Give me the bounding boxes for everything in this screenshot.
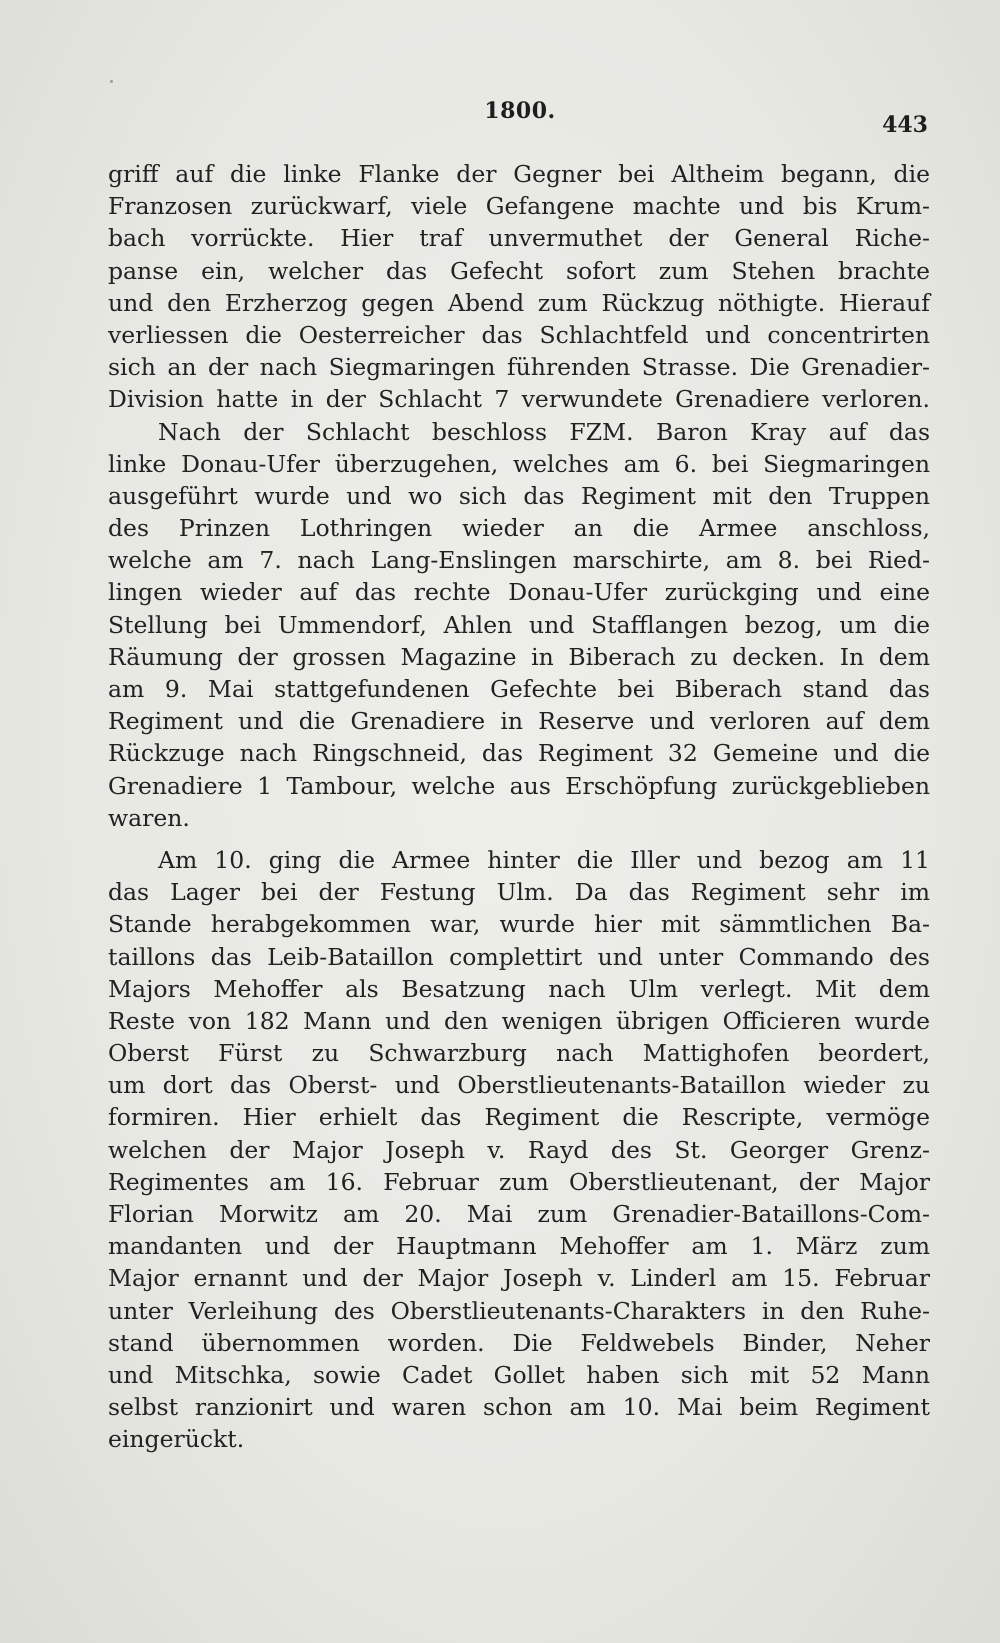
text-line: des Prinzen Lothringen wieder an die Armee anschloss,	[108, 514, 930, 543]
paragraph-1	[108, 158, 930, 416]
text-line: Franzosen zurückwarf, viele Gefangene machte und bis Krum-	[108, 192, 930, 221]
text-line: welchen der Major Joseph v. Rayd des St. Georger Grenz-	[108, 1135, 930, 1164]
text-line: Reste von 182 Mann und den wenigen übrigen Officieren wurde	[108, 1006, 930, 1035]
text-line: mandanten und der Hauptmann Mehoffer am 1. März zum	[108, 1232, 930, 1261]
body-text	[108, 158, 930, 1456]
text-line: verliessen die Oesterreicher das Schlachtfeld und concentrirten	[108, 320, 930, 349]
text-line: Division hatte in der Schlacht 7 verwundete Grenadiere verloren.	[108, 385, 930, 414]
text-line: griff auf die linke Flanke der Gegner bei Altheim begann, die	[108, 160, 930, 188]
text-line: Regimentes am 16. Februar zum Oberstlieutenant, der Major	[108, 1167, 930, 1196]
text-line: Rückzuge nach Ringschneid, das Regiment 32 Gemeine und die	[108, 739, 930, 768]
text-line: Nach der Schlacht beschloss FZM. Baron Kray auf das	[158, 417, 930, 446]
text-line: Oberst Fürst zu Schwarzburg nach Mattighofen beordert,	[108, 1039, 930, 1068]
text-line: Räumung der grossen Magazine in Biberach zu decken. In dem	[108, 642, 930, 671]
text-line: Majors Mehoffer als Besatzung nach Ulm verlegt. Mit dem	[108, 974, 930, 1003]
text-line: sich an der nach Siegmaringen führenden Strasse. Die Grenadier-	[108, 353, 930, 382]
paragraph-2	[108, 416, 930, 834]
paragraph-gap	[108, 834, 930, 844]
page-number: 443	[882, 112, 928, 138]
text-line: um dort das Oberst- und Oberstlieutenants-Bataillon wieder zu	[108, 1071, 930, 1100]
text-line: waren.	[108, 803, 190, 832]
text-line: Grenadiere 1 Tambour, welche aus Erschöpfung zurückgeblieben	[108, 771, 930, 800]
text-line: Regiment und die Grenadiere in Reserve und verloren auf dem	[108, 707, 930, 736]
text-line: formiren. Hier erhielt das Regiment die Rescripte, vermöge	[108, 1103, 930, 1132]
running-header	[112, 98, 928, 138]
text-line: ausgeführt wurde und wo sich das Regiment mit den Truppen	[108, 481, 930, 510]
text-line: und den Erzherzog gegen Abend zum Rückzug nöthigte. Hierauf	[108, 288, 930, 317]
text-line: lingen wieder auf das rechte Donau-Ufer zurückging und eine	[108, 578, 930, 607]
text-line: welche am 7. nach Lang-Enslingen marschirte, am 8. bei Ried-	[108, 546, 930, 575]
paragraph-3	[108, 844, 930, 1456]
text-line: am 9. Mai stattgefundenen Gefechte bei Biberach stand das	[108, 675, 930, 703]
text-line: das Lager bei der Festung Ulm. Da das Regiment sehr im	[108, 878, 930, 907]
text-line: Major ernannt und der Major Joseph v. Linderl am 15. Februar	[108, 1264, 930, 1293]
text-line: linke Donau-Ufer überzugehen, welches am 6. bei Siegmaringen	[108, 449, 930, 478]
text-line: panse ein, welcher das Gefecht sofort zum Stehen brachte	[108, 256, 930, 285]
text-line: stand übernommen worden. Die Feldwebels Binder, Neher	[108, 1328, 930, 1357]
text-line: und Mitschka, sowie Cadet Gollet haben sich mit 52 Mann	[108, 1360, 930, 1389]
text-line: Am 10. ging die Armee hinter die Iller und bezog am 11	[158, 845, 930, 874]
text-line: bach vorrückte. Hier traf unvermuthet der General Riche-	[108, 224, 930, 253]
text-line: taillons das Leib-Bataillon complettirt und unter Commando des	[108, 942, 930, 971]
text-line: Stellung bei Ummendorf, Ahlen und Stafflangen bezog, um die	[108, 610, 930, 639]
text-line: Florian Morwitz am 20. Mai zum Grenadier-Bataillons-Com-	[108, 1200, 930, 1228]
text-line: eingerückt.	[108, 1425, 245, 1454]
paper-speck	[110, 80, 113, 83]
text-line: Stande herabgekommen war, wurde hier mit sämmtlichen Ba-	[108, 910, 930, 939]
header-year: 1800.	[484, 98, 556, 124]
text-line: selbst ranzionirt und waren schon am 10. Mai beim Regiment	[108, 1393, 930, 1422]
text-line: unter Verleihung des Oberstlieutenants-Charakters in den Ruhe-	[108, 1296, 930, 1325]
